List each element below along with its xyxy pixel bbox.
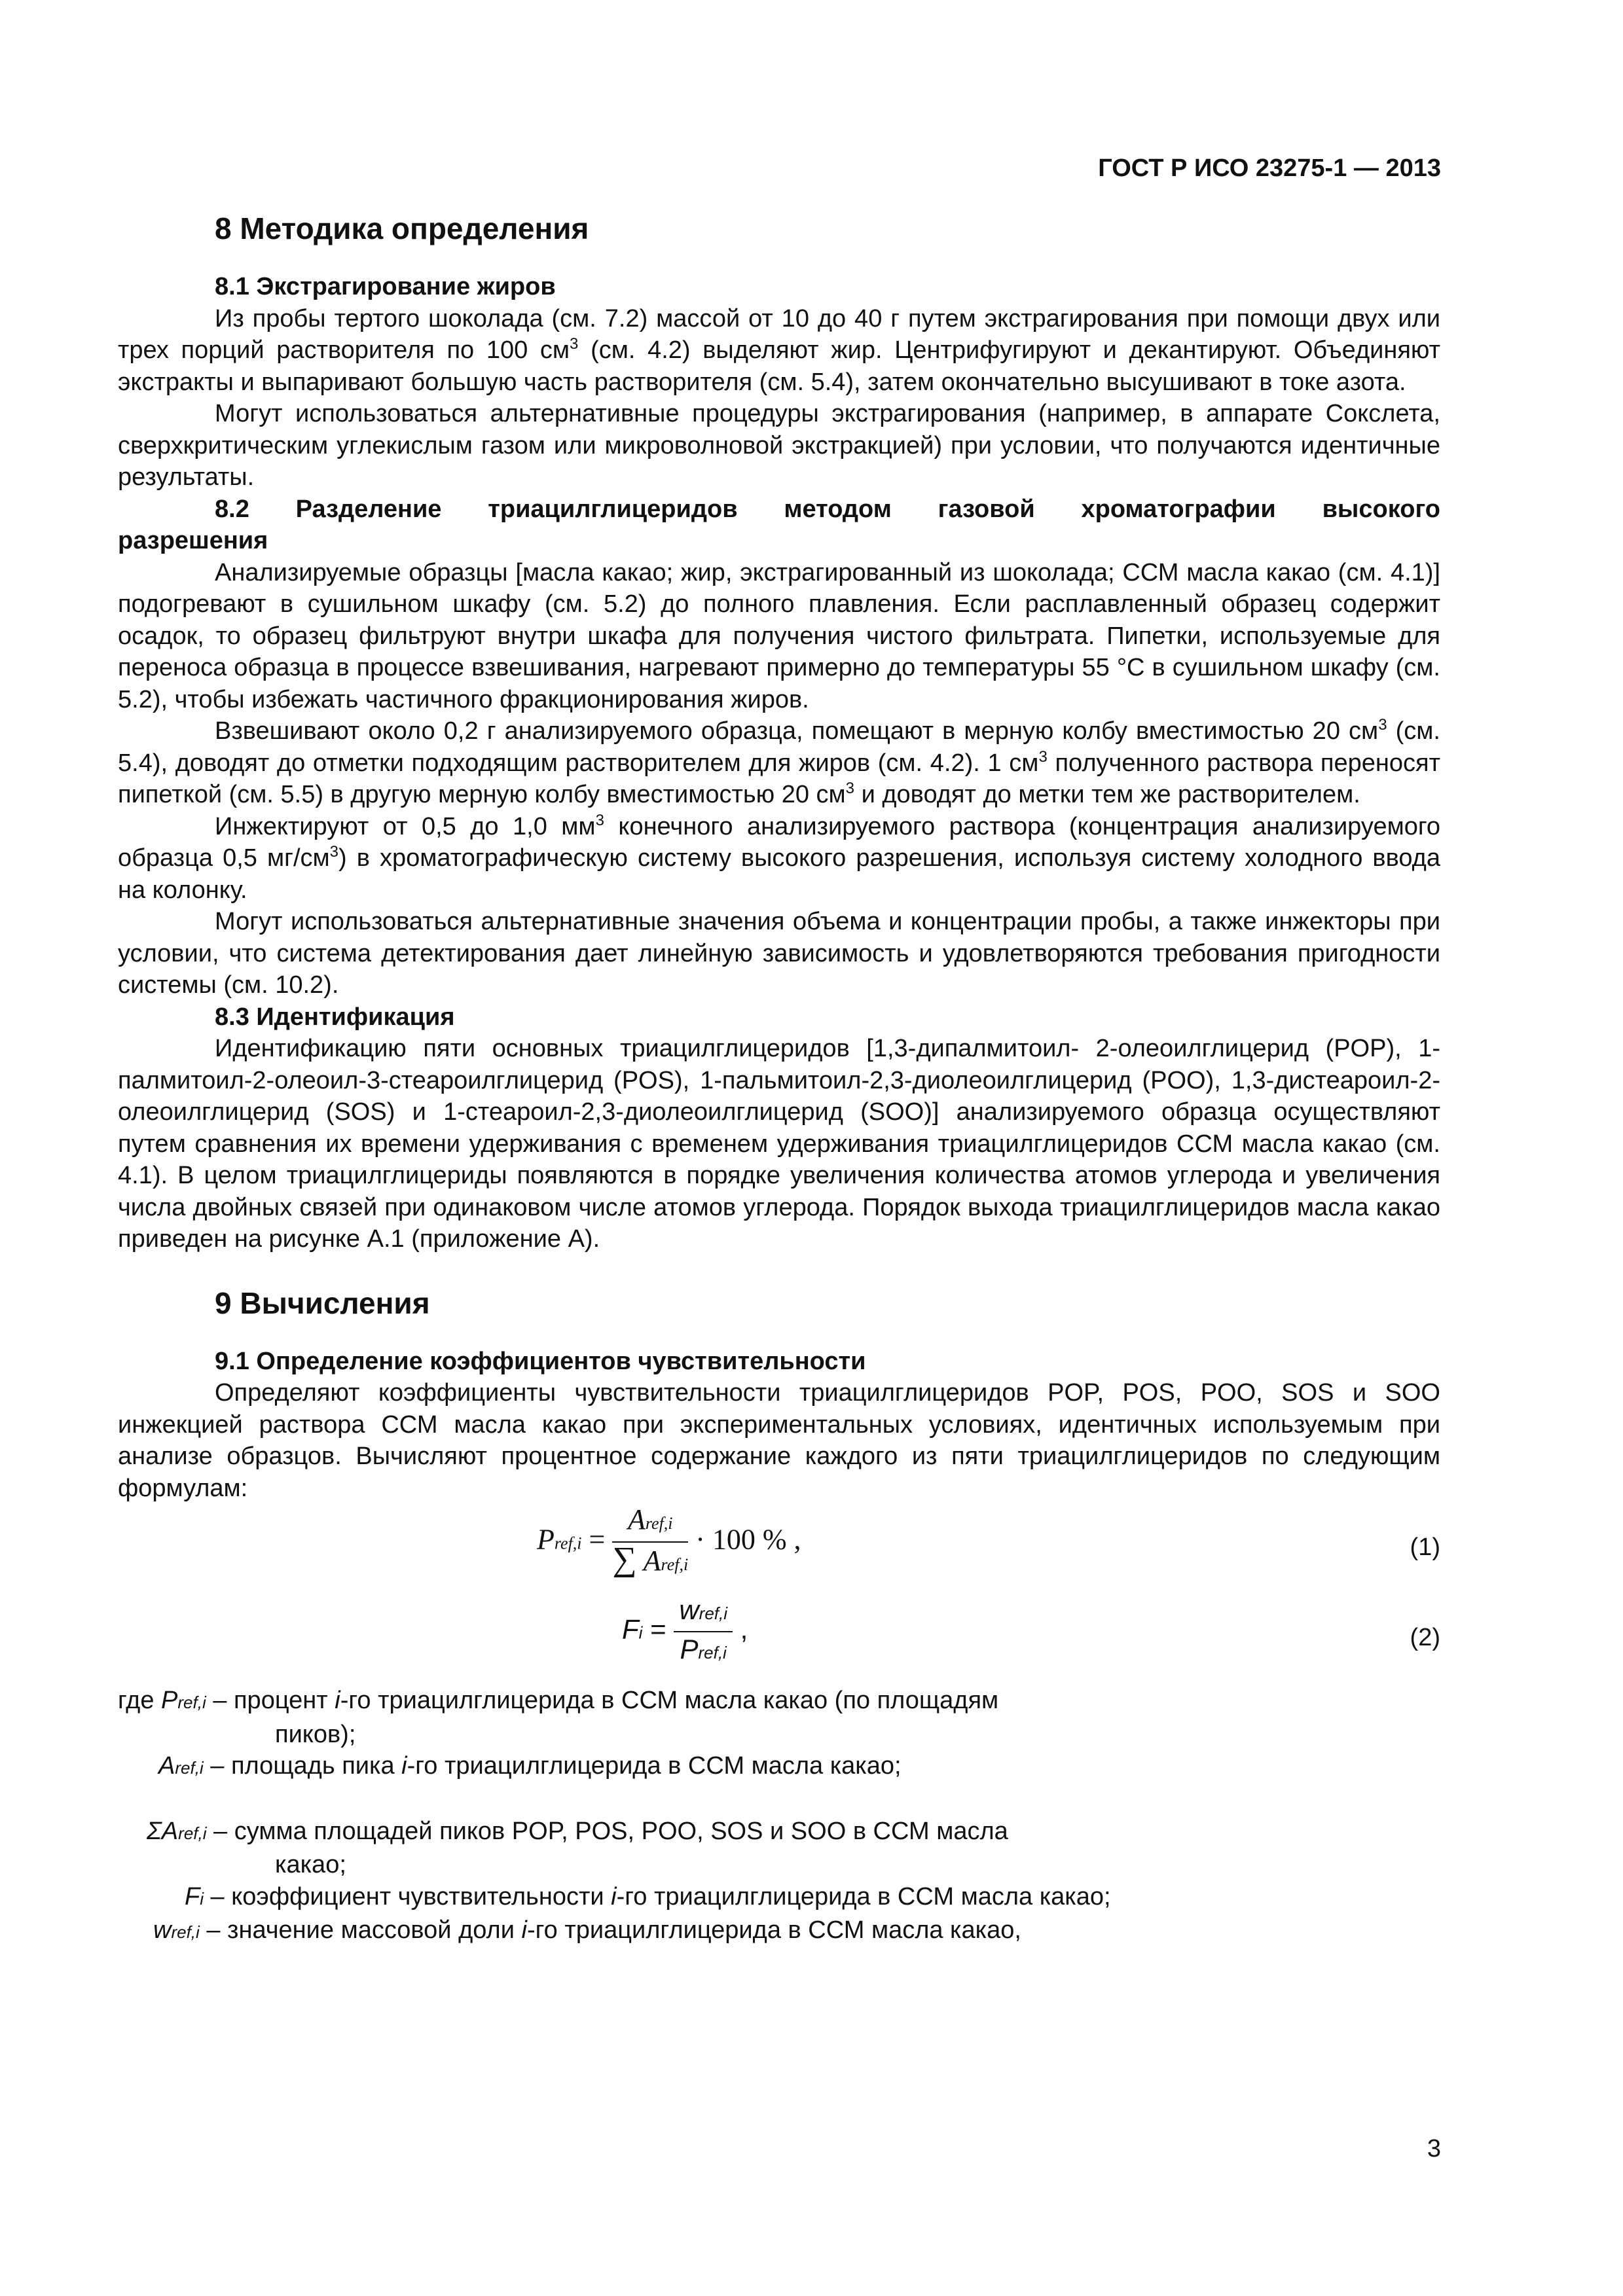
formula-legend xyxy=(118,1685,1440,1948)
subsection-8-2-heading: 8.2 Разделение триацилглицеридов методом газовой хроматографии высокого xyxy=(215,495,1440,523)
formula-2-number: (2) xyxy=(1410,1624,1440,1651)
paragraph-8-2-1: Анализируемые образцы [масла какао; жир, экстрагированный из шоколада; ССМ масла какао (см. 4.1)] подогревают в сушильном шкафу (см. 5.2) до полного плавления. Если расплавленный образец содержит осадок, то образец фильтруют внутри шкафа для получения чистого фильтрата. Пипетки, используемые для переноса образца в процессе взвешивания, нагревают примерно до температуры 55 °С в сушильном шкафу (см. 5.2), чтобы избежать частичного фракционирования жиров. xyxy=(118,558,1440,713)
subsection-8-3-heading: 8.3 Идентификация xyxy=(215,1003,455,1031)
document-body xyxy=(118,209,1440,1948)
paragraph-8-3-1: Идентификацию пяти основных триацилглицеридов [1,3-дипалмитоил- 2-олеоилглицерид (POP), 1-палмитоил-2-олеоил-3-стеароилглицерид (POS), 1-пальмитоил-2,3-диолеоилглицерид (POO), 1,3-дистеароил-2-олеоилглицерид (SOS) и 1-стеароил-2,3-диолеоилглицерид (SOO)] анализируемого образца осуществляют путем сравнения их времени удерживания с временем удерживания триацилглицеридов ССМ масла какао (см. 4.1). В целом триацилглицериды появляются в порядке увеличения количества атомов углерода и увеличения числа двойных связей при одинаковом числе атомов углерода. Порядок выхода триацилглицеридов масла какао приведен на рисунке А.1 (приложение А). xyxy=(118,1035,1440,1253)
subsection-9-1-heading: 9.1 Определение коэффициентов чувствительности xyxy=(215,1347,866,1375)
paragraph-9-1-1: Определяют коэффициенты чувствительности триацилглицеридов POP, POS, POO, SOS и SOO инжекцией раствора ССМ масла какао при экспериментальных условиях, идентичных используемым при анализе образцов. Вычисляют процентное содержание каждого из пяти триацилглицеридов по следующим формулам: xyxy=(118,1379,1440,1502)
page-number: 3 xyxy=(1427,2135,1441,2162)
subsection-8-1-heading: 8.1 Экстрагирование жиров xyxy=(215,273,556,300)
paragraph-8-1-2: Могут использоваться альтернативные процедуры экстрагирования (например, в аппарате Сокслета, сверхкритическим углекислым газом или микроволновой экстракцией) при условии, что получаются идентичные результаты. xyxy=(118,400,1440,491)
formula-2 xyxy=(118,1594,1440,1685)
formula-2-expression: Fi = $\frac{\text{wref,i}}{\text{Pref,i}}$ , xyxy=(622,1594,1211,1685)
legend-item-sum-a-ref-cont: какао; xyxy=(275,1851,346,1878)
section-9-title: 9 Вычисления xyxy=(215,1285,430,1320)
paragraph-8-1-1: Из пробы тертого шоколада (см. 7.2) массой от 10 до 40 г путем экстрагирования при помощи двух или трех порций растворителя по 100 $см^3$ (см. 4.2) выделяют жир. Центрифугируют и декантируют. Объединяют экстракты и выпаривают большую часть растворителя (см. 5.4), затем окончательно высушивают в токе азота. xyxy=(118,304,1440,396)
paragraph-8-2-2: Взвешивают около 0,2 г анализируемого образца, помещают в мерную колбу вместимостью 20 $см^3$ (см. 5.4), доводят до отметки подходящим растворителем для жиров (см. 4.2). 1 $см^3$ полученного раствора переносят пипеткой (см. 5.5) в другую мерную колбу вместимостью 20 $см^3$ и доводят до метки тем же растворителем. xyxy=(118,716,1440,808)
paragraph-8-2-3: Инжектируют от 0,5 до 1,0 $мм^3$ конечного анализируемого раствора (концентрация анализируемого образца 0,5 $мг/см^3$) в хроматографическую систему высокого разрешения, используя систему холодного ввода на колонку. xyxy=(118,811,1440,904)
legend-item-sum-a-ref: ΣAref,i – сумма площадей пиков POP, POS, POO, SOS и SOO в ССМ масла xyxy=(147,1817,1008,1845)
legend-item-w-ref: wref,i – значение массовой доли i-го триацилглицерида в ССМ масла какао, xyxy=(153,1916,1021,1944)
legend-item-a-ref: Aref,i – площадь пика i-го триацилглицерида в ССМ масла какао; xyxy=(158,1752,902,1780)
legend-item-f-i: Fi – коэффициент чувствительности i-го триацилглицерида в ССМ масла какао; xyxy=(185,1882,1111,1910)
legend-item-p-ref: где Pref,i – процент i-го триацилглицерида в ССМ масла какао (по площадям xyxy=(118,1687,999,1714)
subsection-8-2-heading-cont: разрешения xyxy=(118,527,268,554)
section-8-title: 8 Методика определения xyxy=(215,211,589,245)
paragraph-8-2-4: Могут использоваться альтернативные значения объема и концентрации пробы, а также инжекторы при условии, что система детектирования дает линейную зависимость и удовлетворяются требования пригодности системы (см. 10.2). xyxy=(118,908,1440,999)
formula-1-number: (1) xyxy=(1410,1534,1440,1561)
formula-1-expression: Pref,i = $\frac{\text{Aref,i}}{\text{∑ Aref,i}}$ · 100 % , xyxy=(537,1504,1126,1594)
formula-2-fraction: $\frac{\text{wref,i}}{\text{Pref,i}}$ xyxy=(674,1594,733,1668)
legend-item-p-ref-cont: пиков); xyxy=(275,1720,356,1748)
formula-1-fraction: $\frac{\text{Aref,i}}{\text{∑ Aref,i}}$ xyxy=(612,1503,689,1578)
document-header: ГОСТ Р ИСО 23275-1 — 2013 xyxy=(1098,154,1441,182)
formula-1 xyxy=(118,1504,1440,1594)
